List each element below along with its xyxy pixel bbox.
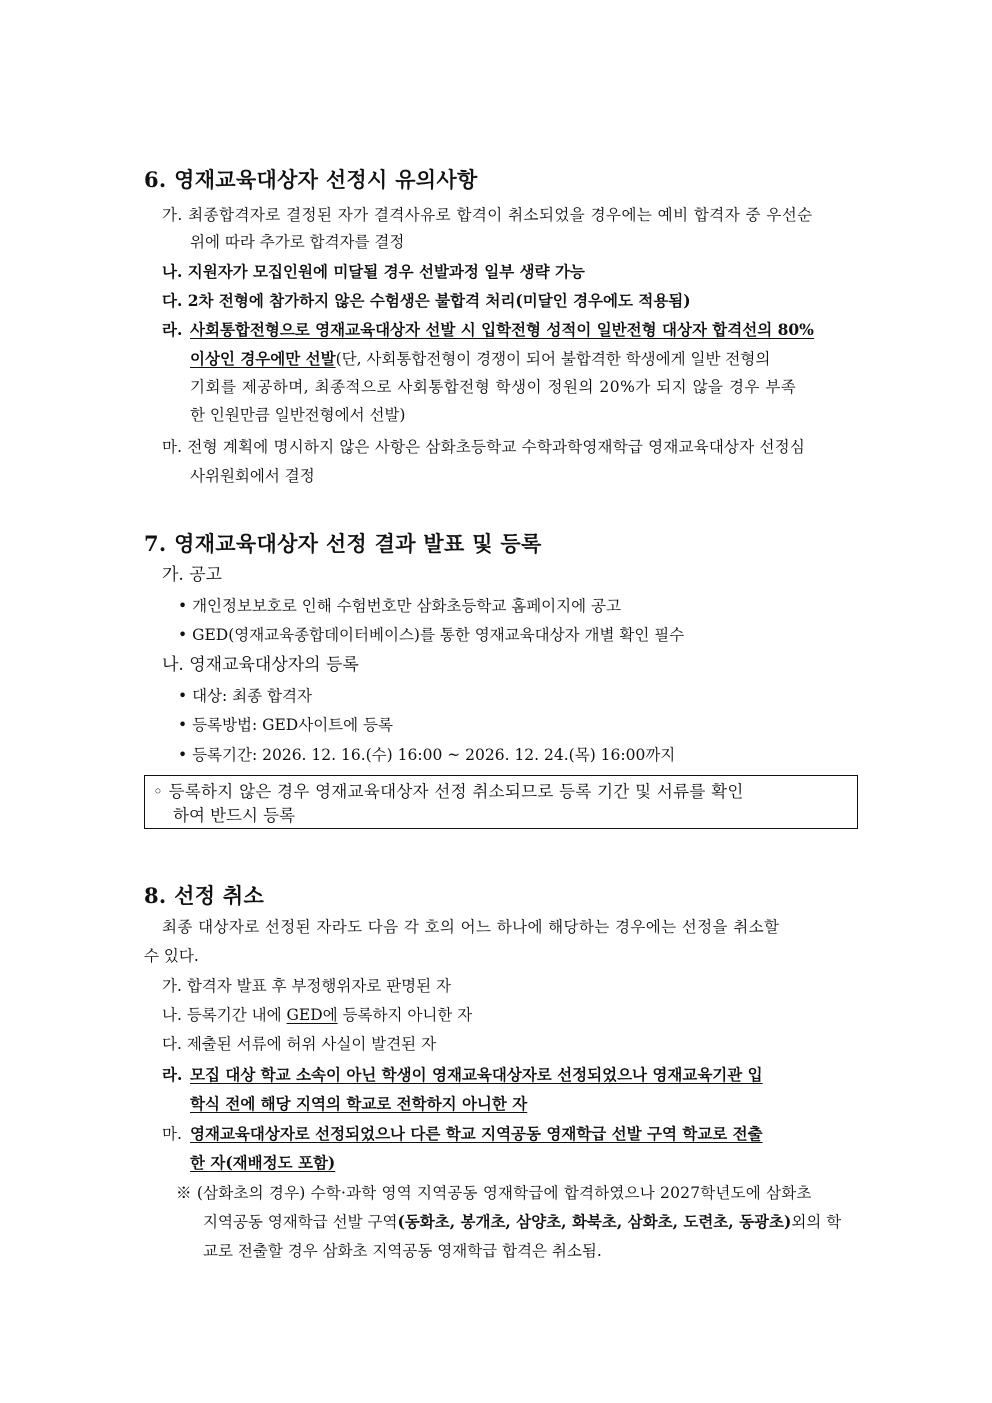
s6-item-ra-note: (단, 사회통합전형이 경쟁이 되어 불합격한 학생에게 일반 전형의 (335, 350, 771, 368)
s7-item-ga: 가. 공고 (162, 565, 223, 585)
s6-item-ga-line2: 위에 따라 추가로 합격자를 결정 (190, 233, 405, 251)
s8-note-line1: ※ (삼화초의 경우) 수학·과학 영역 지역공동 영재학급에 합격하였으나 2027학년도에 삼화초 (176, 1184, 812, 1202)
registration-notice-box (144, 775, 858, 829)
s8-item-na (162, 1005, 472, 1025)
s7-na-bullet-3: • 등록기간: 2026. 12. 16.(수) 16:00 ~ 2026. 12. 24.(목) 16:00까지 (178, 746, 676, 764)
s6-item-na: 나. 지원자가 모집인원에 미달될 경우 선발과정 일부 생략 가능 (162, 262, 585, 281)
section-7-heading: 7. 영재교육대상자 선정 결과 발표 및 등록 (144, 531, 542, 556)
s8-intro-line1: 최종 대상자로 선정된 자라도 다음 각 호의 어느 하나에 해당하는 경우에는 선정을 취소할 (162, 918, 780, 936)
s8-item-ga: 가. 합격자 발표 후 부정행위자로 판명된 자 (162, 977, 452, 995)
s6-item-ra-emphasis: 이상인 경우에만 선발 (190, 349, 336, 368)
s8-item-na-ged: GED에 (286, 1006, 338, 1024)
s6-item-ma-line2: 사위원회에서 결정 (190, 467, 315, 485)
s8-item-ra-line2: 학식 전에 해당 지역의 학교로 전학하지 아니한 자 (190, 1094, 528, 1113)
s8-item-ma-marker: 마. (162, 1125, 182, 1143)
s8-item-ra-marker: 라. (162, 1065, 183, 1084)
s6-item-ga-line1: 가. 최종합격자로 결정된 자가 결격사유로 합격이 취소되었을 경우에는 예비 합격자 중 우선순 (162, 206, 813, 224)
s8-note-line3: 교로 전출할 경우 삼화초 지역공동 영재학급 합격은 취소됨. (203, 1242, 602, 1260)
s6-item-ra-line4: 한 인원만큼 일반전형에서 선발) (190, 406, 406, 424)
notice-line-1: ◦ 등록하지 않은 경우 영재교육대상자 선정 취소되므로 등록 기간 및 서류를 확인 (153, 782, 744, 801)
s8-item-ma-line1: 영재교육대상자로 선정되었으나 다른 학교 지역공동 영재학급 선발 구역 학교로 전출 (190, 1124, 763, 1143)
s6-item-ra-line3: 기회를 제공하며, 최종적으로 사회통합전형 학생이 정원의 20%가 되지 않을 경우 부족 (190, 378, 797, 396)
section-8-heading: 8. 선정 취소 (144, 883, 265, 908)
s8-note-line2 (203, 1212, 841, 1232)
s7-na-bullet-2: • 등록방법: GED사이트에 등록 (178, 716, 394, 734)
s8-item-na-post: 등록하지 아니한 자 (337, 1006, 473, 1024)
s8-intro-line2: 수 있다. (144, 947, 199, 965)
notice-line-2: 하여 반드시 등록 (173, 806, 296, 825)
s6-item-ma-line1: 마. 전형 계획에 명시하지 않은 사항은 삼화초등학교 수학과학영재학급 영재교육대상자 선정심 (162, 438, 806, 456)
s7-na-bullet-1: • 대상: 최종 합격자 (178, 687, 312, 705)
s6-item-ra-line1: 사회통합전형으로 영재교육대상자 선발 시 입학전형 성적이 일반전형 대상자 합격선의 80% (190, 320, 814, 339)
s8-item-da: 다. 제출된 서류에 허위 사실이 발견된 자 (162, 1035, 437, 1053)
s6-item-da: 다. 2차 전형에 참가하지 않은 수험생은 불합격 처리(미달인 경우에도 적용됨) (162, 291, 691, 310)
s7-item-na: 나. 영재교육대상자의 등록 (162, 655, 359, 675)
section-6-heading: 6. 영재교육대상자 선정시 유의사항 (144, 167, 478, 192)
s8-item-ra-line1: 모집 대상 학교 소속이 아닌 학생이 영재교육대상자로 선정되었으나 영재교육기관 입 (190, 1065, 763, 1084)
s8-item-na-pre: 나. 등록기간 내에 (162, 1006, 287, 1024)
s7-ga-bullet-2: • GED(영재교육종합데이터베이스)를 통한 영재교육대상자 개별 확인 필수 (178, 626, 685, 644)
s8-note-region-label: 지역공동 영재학급 선발 구역 (203, 1213, 398, 1231)
s6-item-ra-marker: 라. (162, 320, 183, 339)
s8-item-ma-line2: 한 자(재배정도 포함) (190, 1153, 336, 1172)
s8-note-school-list: (동화초, 봉개초, 삼양초, 화북초, 삼화초, 도련초, 동광초) (397, 1212, 792, 1231)
s8-note-line2-tail: 외의 학 (791, 1213, 842, 1231)
s7-ga-bullet-1: • 개인정보보호로 인해 수험번호만 삼화초등학교 홈페이지에 공고 (178, 597, 621, 615)
s6-item-ra-line2 (190, 349, 770, 369)
